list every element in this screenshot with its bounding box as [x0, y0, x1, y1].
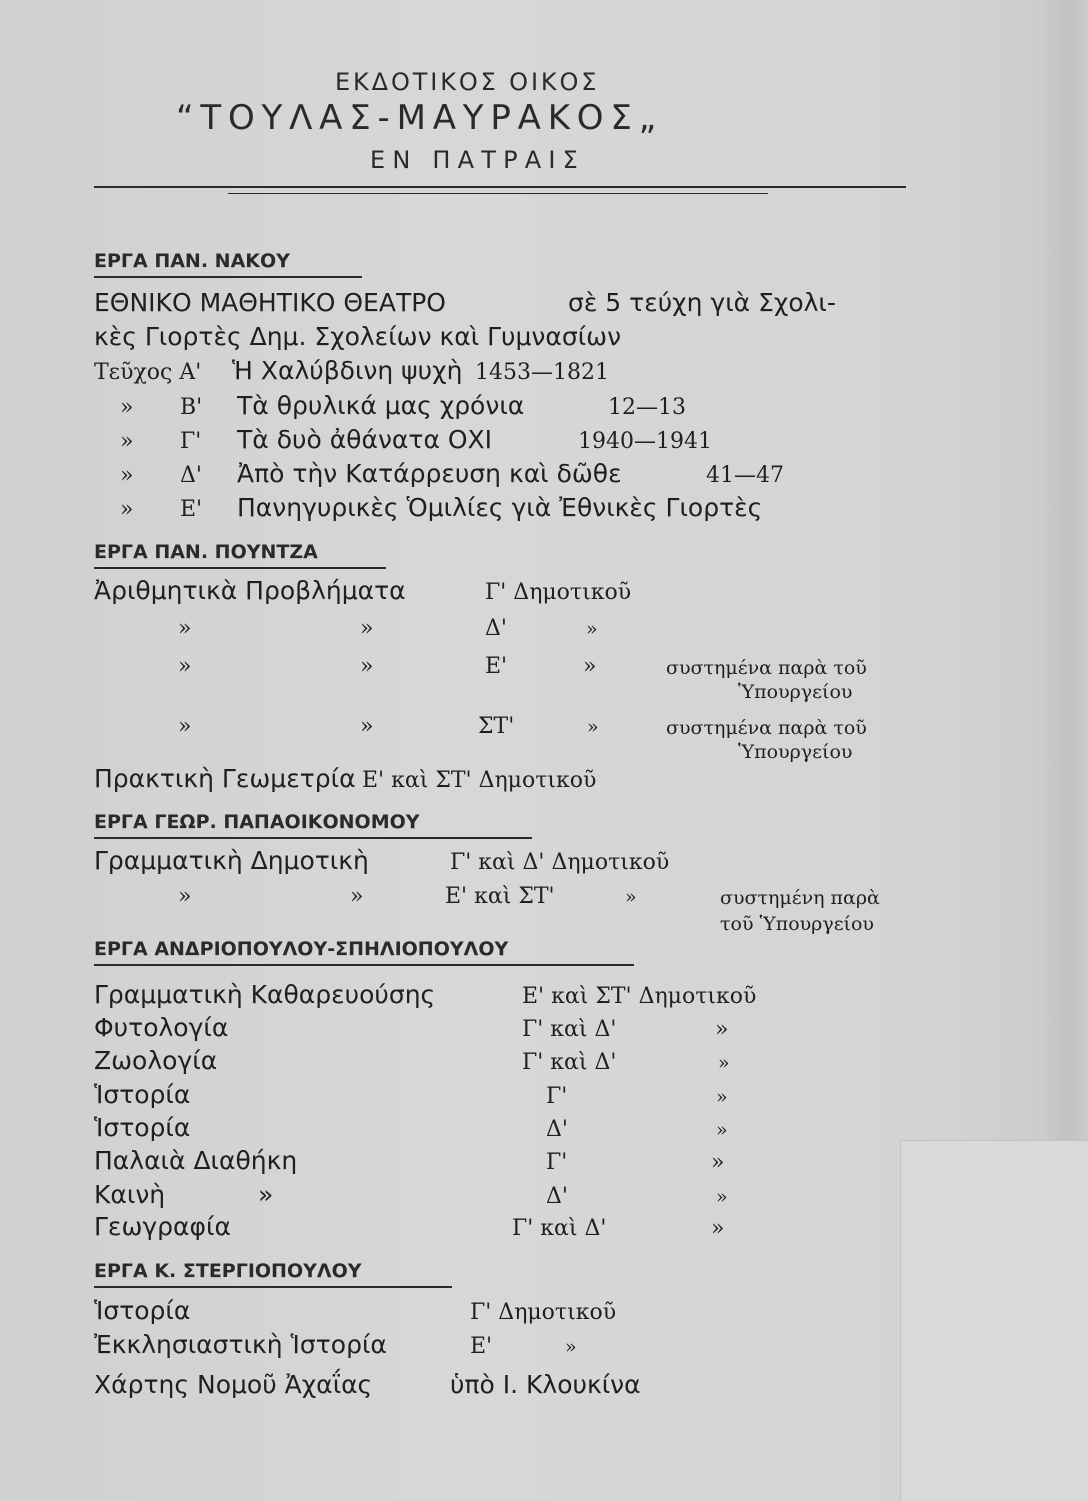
grade: Ε'	[470, 1334, 493, 1359]
ditto-mark: »	[360, 616, 374, 641]
ditto-mark: »	[178, 616, 192, 641]
grade: Δ'	[485, 616, 507, 641]
ditto-mark: »	[716, 1086, 728, 1108]
publisher-line-1: ΕΚΔΟΤΙΚΟΣ ΟΙΚΟΣ	[335, 68, 600, 96]
ditto-mark: »	[583, 654, 597, 679]
ditto-mark: »	[716, 1186, 728, 1208]
grade: Γ' καὶ Δ'	[522, 1050, 617, 1075]
volume-years: 41—47	[706, 463, 784, 488]
ditto-mark: »	[120, 497, 134, 522]
publisher-name: “ΤΟΥΛΑΣ-ΜΑΥΡΑΚΟΣ„	[176, 98, 664, 138]
volume-letter: Γ'	[180, 429, 202, 454]
grade: Δ'	[546, 1117, 568, 1142]
work-title: Χάρτης Νομοῦ Ἀχαΐας	[94, 1370, 373, 1399]
ditto-mark: »	[587, 716, 599, 738]
grade: ΣΤ'	[478, 714, 515, 739]
volume-years: 12—13	[608, 395, 686, 420]
grade: Ε' καὶ ΣΤ' Δημοτικοῦ	[522, 984, 757, 1009]
ditto-mark: »	[120, 463, 134, 488]
volume-mark: Τεῦχος Α'	[94, 360, 202, 385]
heading-underline	[94, 837, 532, 839]
approval-note: συστημένα παρὰ τοῦ	[666, 657, 867, 679]
volume-years: 1940—1941	[578, 429, 712, 454]
volume-title: Τὰ δυὸ ἀθάνατα ΟΧΙ	[237, 425, 493, 454]
publisher-city: ΕΝ ΠΑΤΡΑΙΣ	[370, 146, 586, 174]
work-title: Ἱστορία	[94, 1080, 191, 1109]
author-credit: ὑπὸ Ι. Κλουκίνα	[450, 1370, 641, 1399]
ditto-mark: »	[178, 714, 192, 739]
grade: Γ' καὶ Δ'	[522, 1017, 617, 1042]
ditto-mark: »	[360, 654, 374, 679]
grade: Ε' καὶ ΣΤ' Δημοτικοῦ	[362, 768, 597, 793]
work-title: Ζωολογία	[94, 1046, 218, 1075]
section-heading-nakou: ΕΡΓΑ ΠΑΝ. ΝΑΚΟΥ	[94, 250, 290, 272]
ditto-mark: »	[565, 1336, 577, 1358]
volume-title: Ἀπὸ τὴν Κατάρρευση καὶ δῶθε	[237, 459, 622, 488]
ditto-mark: »	[711, 1216, 725, 1241]
approval-note-cont: Ὑπουργείου	[738, 741, 853, 763]
work-title: Παλαιὰ Διαθήκη	[94, 1146, 298, 1175]
section-heading-pountza: ΕΡΓΑ ΠΑΝ. ΠΟΥΝΤΖΑ	[94, 541, 318, 563]
volume-title: Τὰ θρυλικά μας χρόνια	[237, 391, 525, 420]
work-title: Ἀριθμητικὰ Προβλήματα	[94, 576, 406, 605]
heading-underline	[94, 276, 362, 278]
volume-letter: Β'	[180, 395, 203, 420]
heading-underline	[94, 567, 386, 569]
ditto-mark: »	[716, 1119, 728, 1141]
header-rule-bottom	[228, 193, 768, 194]
volume-letter: Δ'	[180, 463, 202, 488]
grade: Γ'	[546, 1150, 568, 1175]
grade: Γ' Δημοτικοῦ	[470, 1300, 617, 1325]
grade: Γ'	[546, 1084, 568, 1109]
grade: Γ' Δημοτικοῦ	[485, 580, 632, 605]
ditto-mark: »	[258, 1180, 274, 1209]
grade: Γ' καὶ Δ' Δημοτικοῦ	[450, 850, 670, 875]
grade: Ε' καὶ ΣΤ'	[445, 884, 555, 909]
section-heading-stergiopoulou: ΕΡΓΑ Κ. ΣΤΕΡΓΙΟΠΟΥΛΟΥ	[94, 1260, 362, 1282]
volume-title: Πανηγυρικὲς Ὁμιλίες γιὰ Ἐθνικὲς Γιορτὲς	[237, 493, 763, 522]
ditto-mark: »	[715, 1017, 729, 1042]
work-title-cont: σὲ 5 τεύχη γιὰ Σχολι-	[568, 288, 836, 317]
work-title: Πρακτικὴ Γεωμετρία	[94, 764, 356, 793]
approval-note-cont: τοῦ Ὑπουργείου	[720, 913, 874, 935]
paper-corner-patch	[900, 1140, 1088, 1501]
work-title: Ἱστορία	[94, 1113, 191, 1142]
grade: Γ' καὶ Δ'	[512, 1216, 607, 1241]
work-subtitle: κὲς Γιορτὲς Δημ. Σχολείων καὶ Γυμνασίων	[94, 322, 622, 351]
volume-title: Ἡ Χαλύβδινη ψυχὴ	[232, 356, 463, 385]
work-title: Γραμματικὴ Καθαρευούσης	[94, 980, 436, 1009]
ditto-mark: »	[586, 618, 598, 640]
heading-underline	[94, 1286, 452, 1288]
heading-underline	[94, 964, 634, 966]
grade: Ε'	[485, 654, 508, 679]
section-heading-andriopoulou: ΕΡΓΑ ΑΝΔΡΙΟΠΟΥΛΟΥ-ΣΠΗΛΙΟΠΟΥΛΟΥ	[94, 938, 509, 960]
volume-years: 1453—1821	[475, 360, 609, 385]
header-rule-top	[94, 186, 906, 188]
ditto-mark: »	[625, 886, 637, 908]
work-title: ΕΘΝΙΚΟ ΜΑΘΗΤΙΚΟ ΘΕΑΤΡΟ	[94, 288, 446, 317]
ditto-mark: »	[711, 1150, 725, 1175]
approval-note-cont: Ὑπουργείου	[738, 681, 853, 703]
ditto-mark: »	[718, 1052, 730, 1074]
ditto-mark: »	[360, 714, 374, 739]
ditto-mark: »	[178, 654, 192, 679]
work-title: Ἐκκλησιαστικὴ Ἱστορία	[94, 1330, 387, 1359]
work-title: Γραμματικὴ Δημοτικὴ	[94, 846, 369, 875]
approval-note: συστημένη παρὰ	[720, 887, 880, 909]
section-heading-papaoikonomou: ΕΡΓΑ ΓΕΩΡ. ΠΑΠΑΟΙΚΟΝΟΜΟΥ	[94, 811, 420, 833]
ditto-mark: »	[178, 884, 192, 909]
approval-note: συστημένα παρὰ τοῦ	[666, 717, 867, 739]
grade: Δ'	[546, 1184, 568, 1209]
work-title: Γεωγραφία	[94, 1212, 231, 1241]
ditto-mark: »	[350, 884, 364, 909]
ditto-mark: »	[120, 395, 134, 420]
work-title: Καινὴ	[94, 1180, 166, 1209]
volume-letter: Ε'	[180, 497, 203, 522]
work-title: Ἱστορία	[94, 1296, 191, 1325]
ditto-mark: »	[120, 429, 134, 454]
work-title: Φυτολογία	[94, 1013, 229, 1042]
